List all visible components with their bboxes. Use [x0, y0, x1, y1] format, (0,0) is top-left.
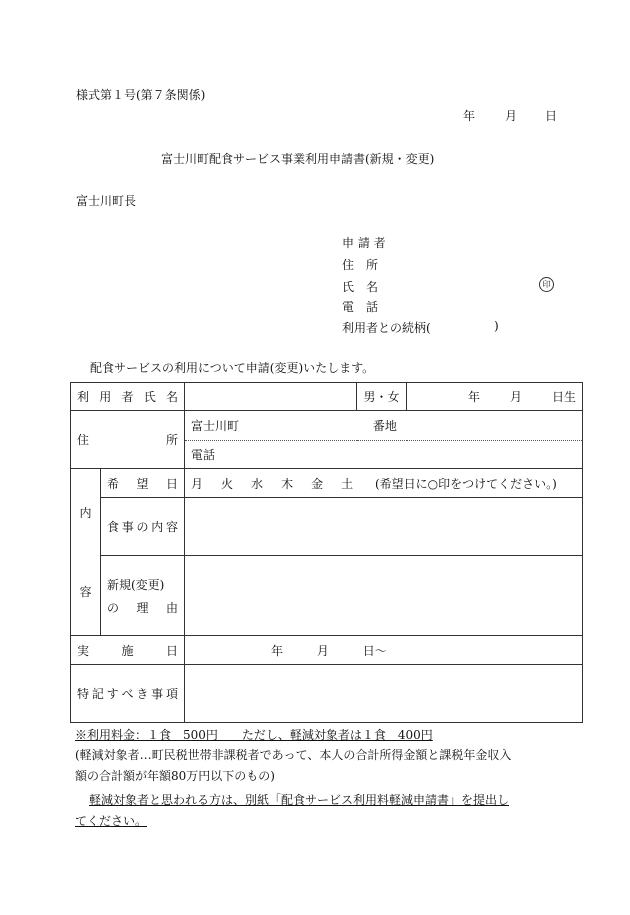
reason-label-line2: の 理 由 [107, 600, 179, 615]
addressee: 富士川町長 [76, 194, 137, 208]
desired-day-label: 希 望 日 [107, 476, 179, 491]
applicant-phone-label: 電 話 [342, 300, 379, 314]
day-sat[interactable]: 土 [341, 476, 354, 491]
remarks-label-cell [71, 665, 185, 723]
start-date-row [71, 636, 583, 665]
desired-day-field[interactable] [185, 469, 583, 498]
date-month-label: 月 [505, 109, 518, 123]
reason-label-line1: 新規(変更) [107, 577, 165, 592]
birthdate-field[interactable] [407, 383, 583, 411]
day-mon[interactable]: 月 [191, 476, 204, 491]
address-town: 富士川町 [191, 419, 240, 433]
address-banchi: 番地 [372, 419, 397, 433]
reduction-note-line1: (軽減対象者…町民税世帯非課税者であって、本人の合計所得金額と課税年金収入 [75, 748, 512, 762]
day-thu[interactable]: 木 [281, 476, 294, 491]
content-label: 内 容 [79, 506, 92, 599]
gender-field[interactable]: 男・女 [357, 383, 407, 411]
meal-content-field[interactable] [185, 498, 583, 556]
user-name-field[interactable] [185, 383, 357, 411]
date-day-label: 日 [545, 109, 558, 123]
reason-label-cell [101, 556, 185, 636]
start-date-field[interactable] [185, 636, 583, 665]
applicant-relation-close: ) [494, 319, 499, 333]
meal-content-label-cell [101, 498, 185, 556]
address-label: 住 所 [77, 433, 179, 447]
user-name-label: 利 用 者 氏 名 [77, 390, 179, 404]
start-date-label: 実 施 日 [77, 643, 179, 658]
start-month-label: 月 [316, 643, 329, 658]
phone-label: 電話 [191, 448, 216, 462]
day-fri[interactable]: 金 [311, 476, 324, 491]
start-day-label: 日～ [362, 643, 387, 658]
seal-icon: 印 [539, 277, 554, 292]
start-date-label-cell [71, 636, 185, 665]
address-row [71, 411, 583, 441]
birth-suffix-label: 日生 [552, 390, 577, 404]
meal-content-label: 食 事 の 内 容 [107, 520, 179, 534]
reduction-note-line2: 額の合計額が年額80万円以下のもの) [75, 769, 275, 783]
date-year-label: 年 [463, 109, 476, 123]
desired-day-row [71, 469, 583, 498]
form-number: 様式第１号(第７条関係) [76, 88, 206, 102]
reason-row [71, 556, 583, 636]
user-name-label-cell [71, 383, 185, 411]
submit-note-line2: てください。 [75, 814, 148, 828]
user-name-row [71, 383, 583, 411]
remarks-field[interactable] [185, 665, 583, 723]
applicant-address-label: 住 所 [342, 258, 379, 272]
day-options [191, 475, 353, 492]
submit-note-line1: 軽減対象者と思われる方は、別紙「配食サービス利用料軽減申請書」を提出し [89, 793, 510, 807]
application-table [70, 382, 583, 723]
meal-content-row [71, 498, 583, 556]
content-label-cell [71, 469, 101, 636]
day-tue[interactable]: 火 [221, 476, 234, 491]
intro-text: 配食サービスの利用について申請(変更)いたします。 [90, 361, 375, 375]
applicant-heading: 申 請 者 [342, 236, 386, 250]
desired-day-label-cell [101, 469, 185, 498]
reason-field[interactable] [185, 556, 583, 636]
phone-field[interactable] [185, 441, 583, 469]
day-wed[interactable]: 水 [251, 476, 264, 491]
desired-day-note: (希望日に○印をつけてください。) [374, 476, 557, 491]
applicant-name-label: 氏 名 [342, 280, 379, 294]
fee-note: ※利用料金：１食 500円 ただし、軽減対象者は１食 400円 [75, 728, 433, 742]
address-label-cell [71, 411, 185, 469]
remarks-label: 特 記 す べ き 事 項 [77, 687, 178, 701]
birth-month-label: 月 [509, 390, 522, 404]
document-title: 富士川町配食サービス事業利用申請書(新規・変更) [161, 152, 435, 166]
remarks-row [71, 665, 583, 723]
start-year-label: 年 [271, 643, 284, 658]
birth-year-label: 年 [467, 390, 480, 404]
applicant-relation-label: 利用者との続柄( [342, 321, 431, 335]
address-field[interactable] [185, 411, 583, 441]
